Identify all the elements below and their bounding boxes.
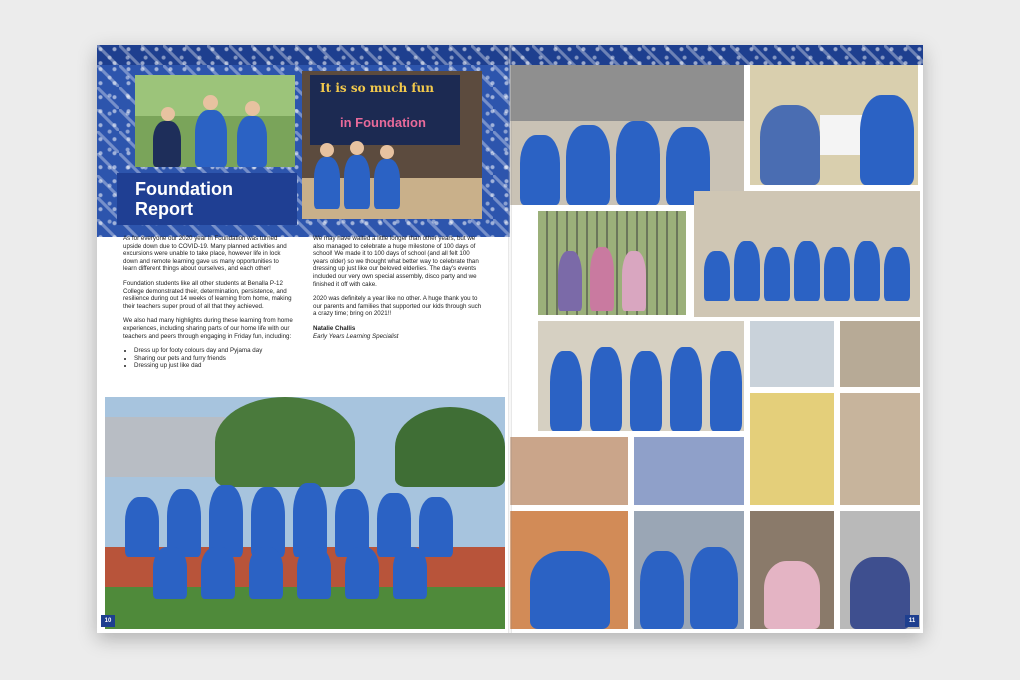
photo-reading: [750, 65, 918, 185]
photo-group-indoor: [694, 191, 920, 317]
yearbook-spread: [97, 45, 923, 633]
text-column-1: [123, 235, 293, 370]
page-number-right: 11: [905, 615, 919, 627]
photo-bench: [840, 393, 920, 505]
photo-kids-with-papers: [538, 321, 744, 431]
decorative-pattern-band: [97, 45, 510, 65]
sign-text-line2: in Foundation: [340, 115, 426, 130]
paragraph: We also had many highlights during these learning from home experiences, including sharing parts of our home life with our teachers and peers through engaging in Friday fun, including:: [123, 317, 293, 340]
photo-class-group: [105, 397, 505, 629]
photo-crown-girl: [750, 511, 834, 629]
paragraph: Foundation students like all other students at Benalla P-12 College demonstrated their, determination, persistence, and resilience during out 14 weeks of learning from home, making their teachers super proud of all that they achieved.: [123, 279, 292, 310]
left-page: [97, 45, 510, 633]
title-line2: Report: [135, 199, 193, 219]
classroom-sign: [310, 75, 460, 145]
spine-gutter: [508, 45, 512, 633]
page-number-left: 10: [101, 615, 115, 627]
photo-two-girls: [634, 511, 744, 629]
right-page: [510, 45, 923, 633]
title-line1: Foundation: [135, 179, 233, 199]
photo-boy-smiling: [510, 511, 628, 629]
list-item: • Sharing our pets and furry friends: [134, 355, 293, 363]
sign-text-line1: It is so much fun: [320, 81, 435, 95]
photo-classroom-kids: [510, 65, 744, 205]
photo-three-girls: [135, 75, 295, 167]
paragraph: 2020 was definitely a year like no other. A huge thank you to our parents and families that supported our kids through such a crazy time; bring on 2021!!: [313, 295, 482, 318]
photo-two-kids: [750, 321, 834, 387]
photo-library: [510, 437, 628, 505]
text-column-2: [313, 235, 485, 340]
signature-role: Early Years Learning Specialist: [313, 332, 399, 340]
signature-name: Natalie Challis: [313, 324, 356, 332]
photo-assembly: [634, 437, 744, 505]
photo-elderly-costume: [840, 321, 920, 387]
list-item: • Dress up for footy colours day and Pyjama day: [134, 347, 293, 355]
photo-classroom-sign: [302, 71, 482, 219]
photo-dressed-as-elderly: [538, 211, 686, 315]
paragraph: As for everyone our 2020 year in Foundation was turned upside down due to COVID-19. Many planned activities and excursions were unable to take place, however life in lock down and remote learning gave us many opportunities to learn different things about ourselves, and each other!: [123, 235, 287, 273]
paragraph: We may have waited a little longer than other years, but we also managed to celebrate a huge milestone of 100 days of school! We made it to 100 days of school (and all felt 100 years older) so we thought what better way to celebrate than dressing up just like our beloved elderlies. The day's events included our very own special assembly, disco party and we finished it off with cake.: [313, 235, 479, 288]
photo-drawing: [750, 393, 834, 505]
photo-glasses-girl: [840, 511, 920, 629]
list-item: • Dressing up just like dad: [134, 362, 293, 370]
bullet-list: [123, 347, 293, 370]
decorative-pattern-band: [510, 45, 923, 65]
page-title: [117, 173, 297, 225]
